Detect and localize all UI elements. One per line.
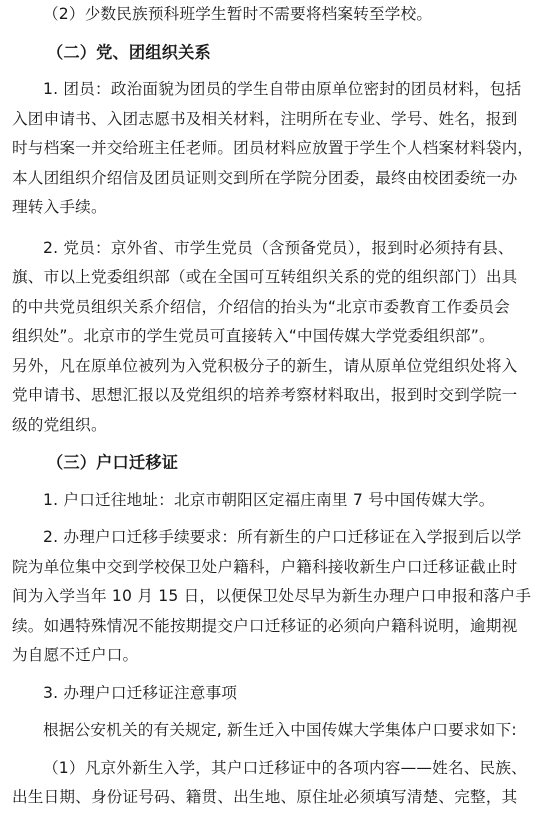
paragraph-hukou-procedure-line-1: 2. 办理户口迁移手续要求：所有新生的户口迁移证在入学报到后以学 xyxy=(43,528,522,546)
paragraph-league-member-line-5: 理转入手续。 xyxy=(12,198,107,216)
paragraph-hukou-procedure-line-4: 续。如遇特殊情况不能按期提交户口迁移证的必须向户籍科说明，逾期视 xyxy=(12,616,518,635)
paragraph-nonlocal-students-line-2: 出生日期、身份证号码、籍贯、出生地、原住址必须填写清楚、完整，其 xyxy=(12,788,518,806)
paragraph-party-member-line-5: 另外，凡在原单位被列为入党积极分子的新生，请从原单位党组织处将入 xyxy=(12,356,518,375)
paragraph-hukou-address: 1. 户口迁往地址：北京市朝阳区定福庄南里 7 号中国传媒大学。 xyxy=(43,490,495,509)
paragraph-hukou-procedure-line-3: 间为入学当年 10 月 15 日，以便保卫处尽早为新生办理户口申报和落户手 xyxy=(12,587,532,605)
paragraph-party-member-line-3: 的中共党员组织关系介绍信，介绍信的抬头为“北京市委教育工作委员会 xyxy=(12,297,510,316)
paragraph-police-regulation: 根据公安机关的有关规定, 新生迁入中国传媒大学集体户口要求如下: xyxy=(43,721,517,739)
paragraph-hukou-procedure-line-2: 院为单位集中交到学校保卫处户籍科，户籍科接收新生户口迁移证截止时 xyxy=(12,557,518,576)
paragraph-party-member-line-2: 旗、市以上党委组织部（或在全国可互转组织关系的党的组织部门）出具 xyxy=(12,268,518,286)
paragraph-nonlocal-students-line-1: （1）凡京外新生入学，其户口迁移证中的各项内容——姓名、民族、 xyxy=(43,758,527,777)
paragraph-party-member-line-6: 党申请书、思想汇报以及党组织的培养考察材料取出，报到时交到学院一 xyxy=(12,386,518,404)
paragraph-party-member-line-7: 级的党组织。 xyxy=(12,415,107,434)
paragraph-league-member-line-4: 本人团组织介绍信及团员证则交到所在学院分团委，最终由校团委统一办 xyxy=(12,168,518,187)
paragraph-league-member-line-2: 入团申请书、入团志愿书及相关材料，注明所在专业、学号、姓名，报到 xyxy=(12,109,518,128)
paragraph-party-member-line-4: 组织处”。北京市的学生党员可直接转入“中国传媒大学党委组织部”。 xyxy=(12,327,495,345)
paragraph-hukou-procedure-line-5: 为自愿不迁户口。 xyxy=(12,646,139,664)
section-heading-household-registration: （三）户口迁移证 xyxy=(47,453,179,472)
paragraph-league-member-line-1: 1. 团员：政治面貌为团员的学生自带由原单位密封的团员材料，包括 xyxy=(43,80,522,98)
paragraph-party-member-line-1: 2. 党员：京外省、市学生党员（含预备党员），报到时必须持有县、 xyxy=(43,238,514,257)
paragraph-minority-prep-note: （2）少数民族预科班学生暂时不需要将档案转至学校。 xyxy=(43,5,433,23)
section-heading-party-league: （二）党、团组织关系 xyxy=(47,42,211,62)
paragraph-league-member-line-3: 时与档案一并交给班主任老师。团员材料应放置于学生个人档案材料袋内， xyxy=(12,139,534,157)
paragraph-hukou-notes-heading: 3. 办理户口迁移证注意事项 xyxy=(43,683,238,702)
